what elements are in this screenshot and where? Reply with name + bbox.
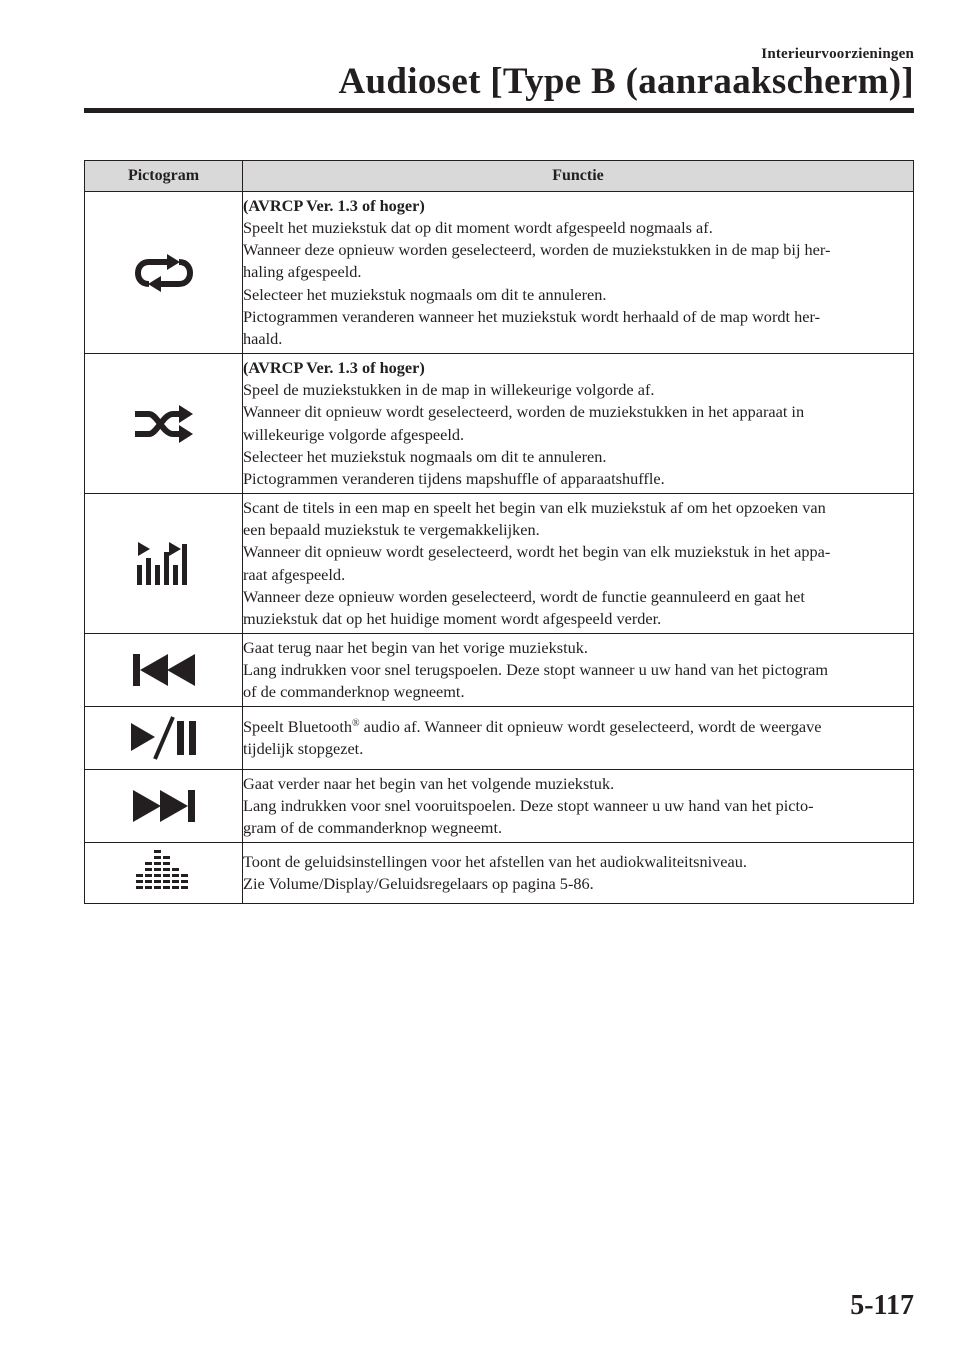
header-rule xyxy=(84,108,914,113)
function-line: Pictogrammen veranderen wanneer het muziekstuk wordt herhaald of de map wordt her- xyxy=(243,306,820,326)
pictogram-cell xyxy=(85,770,243,843)
function-cell xyxy=(243,707,914,770)
previous-track-icon xyxy=(131,652,197,688)
table-row xyxy=(85,707,914,770)
function-cell xyxy=(243,354,914,494)
function-line: haling afgespeeld. xyxy=(243,262,362,282)
scan-icon xyxy=(135,541,193,587)
function-line: of de commanderknop wegneemt. xyxy=(243,682,465,702)
pictogram-cell xyxy=(85,707,243,770)
function-line: haald. xyxy=(243,329,283,348)
function-line: Pictogrammen veranderen tijdens mapshuffle of apparaatshuffle. xyxy=(243,468,665,488)
column-header-function: Functie xyxy=(243,161,914,192)
function-line: Wanneer dit opnieuw wordt geselecteerd, worden de muziekstukken in het apparaat in xyxy=(243,402,805,422)
function-line: een bepaald muziekstuk te vergemakkelijken. xyxy=(243,520,540,540)
function-line: Lang indrukken voor snel terugspoelen. Deze stopt wanneer u uw hand van het pictogram xyxy=(243,659,829,679)
function-line: raat afgespeeld. xyxy=(243,564,346,584)
equalizer-icon xyxy=(135,850,193,896)
repeat-icon xyxy=(135,253,193,293)
registered-mark: ® xyxy=(351,717,360,729)
table-row xyxy=(85,354,914,494)
function-line: Wanneer deze opnieuw worden geselecteerd, wordt de functie geannuleerd en gaat het xyxy=(243,586,805,606)
function-line: Toont de geluidsinstellingen voor het afstellen van het audiokwaliteitsniveau. xyxy=(243,851,747,871)
function-line xyxy=(243,716,913,738)
page-number: 5-117 xyxy=(850,1290,914,1321)
function-line: tijdelijk stopgezet. xyxy=(243,739,364,758)
play-pause-icon xyxy=(129,715,199,761)
table-row xyxy=(85,192,914,354)
function-cell xyxy=(243,843,914,904)
function-line: Wanneer deze opnieuw worden geselecteerd, worden de muziekstukken in de map bij her- xyxy=(243,240,831,260)
function-line: Selecteer het muziekstuk nogmaals om dit te annuleren. xyxy=(243,284,607,304)
function-cell xyxy=(243,192,914,354)
pictogram-table xyxy=(84,160,914,904)
table-row xyxy=(85,494,914,634)
function-line: (AVRCP Ver. 1.3 of hoger) xyxy=(243,357,425,377)
function-line: Speel de muziekstukken in de map in willekeurige volgorde af. xyxy=(243,380,655,400)
function-line: Lang indrukken voor snel vooruitspoelen. Deze stopt wanneer u uw hand van het picto- xyxy=(243,795,814,815)
pictogram-cell xyxy=(85,354,243,494)
table-row xyxy=(85,770,914,843)
function-line: Gaat verder naar het begin van het volgende muziekstuk. xyxy=(243,773,615,793)
function-line: muziekstuk dat op het huidige moment wordt afgespeeld verder. xyxy=(243,608,662,628)
header-section: Interieurvoorzieningen xyxy=(761,46,914,62)
function-line: willekeurige volgorde afgespeeld. xyxy=(243,424,465,444)
function-line: Wanneer dit opnieuw wordt geselecteerd, wordt het begin van elk muziekstuk in het appa- xyxy=(243,542,831,562)
page-title: Audioset [Type B (aanraakscherm)] xyxy=(338,61,914,102)
pictogram-cell xyxy=(85,634,243,707)
function-text: audio af. Wanneer dit opnieuw wordt geselecteerd, wordt de weergave xyxy=(359,716,822,736)
pictogram-cell xyxy=(85,494,243,634)
table-header-row xyxy=(85,161,914,192)
function-cell xyxy=(243,634,914,707)
table-row xyxy=(85,634,914,707)
function-text: Speelt Bluetooth xyxy=(243,716,352,736)
table-row xyxy=(85,843,914,904)
pictogram-cell xyxy=(85,843,243,904)
function-line: gram of de commanderknop wegneemt. xyxy=(243,818,503,838)
function-cell xyxy=(243,494,914,634)
function-line: Zie Volume/Display/Geluidsregelaars op pagina 5-86. xyxy=(243,874,594,893)
function-line: Scant de titels in een map en speelt het begin van elk muziekstuk af om het opzoeken van xyxy=(243,497,826,517)
function-cell xyxy=(243,770,914,843)
function-line: Speelt het muziekstuk dat op dit moment wordt afgespeeld nogmaals af. xyxy=(243,217,713,237)
function-line: Selecteer het muziekstuk nogmaals om dit te annuleren. xyxy=(243,446,607,466)
column-header-pictogram: Pictogram xyxy=(85,161,243,192)
function-line: Gaat terug naar het begin van het vorige muziekstuk. xyxy=(243,637,588,657)
shuffle-icon xyxy=(133,404,195,444)
next-track-icon xyxy=(131,788,197,824)
pictogram-cell xyxy=(85,192,243,354)
function-line: (AVRCP Ver. 1.3 of hoger) xyxy=(243,195,425,215)
